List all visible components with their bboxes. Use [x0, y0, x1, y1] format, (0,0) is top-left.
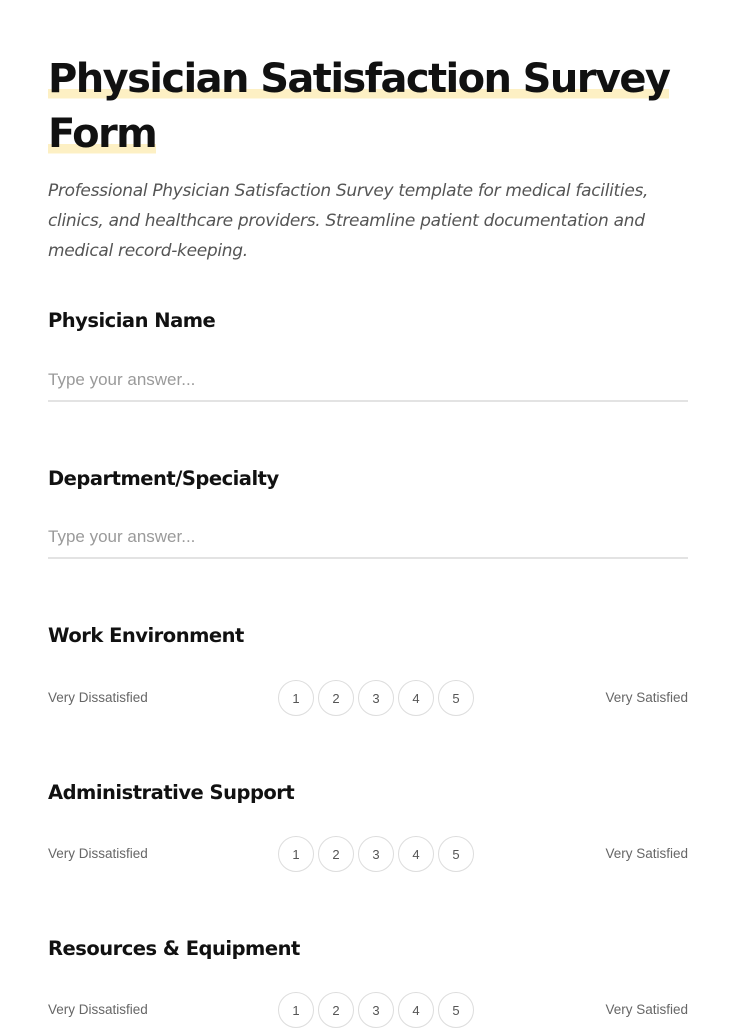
rating-scale — [48, 680, 688, 716]
rating-option-4[interactable]: 4 — [398, 992, 434, 1028]
scale-max-label: Very Satisfied — [605, 846, 688, 861]
scale-max-label: Very Satisfied — [605, 690, 688, 705]
question-label: Work Environment — [48, 624, 244, 647]
rating-options — [278, 836, 474, 872]
scale-max-label: Very Satisfied — [605, 1002, 688, 1017]
rating-option-2[interactable]: 2 — [318, 992, 354, 1028]
rating-option-2[interactable]: 2 — [318, 680, 354, 716]
scale-min-label: Very Dissatisfied — [48, 690, 148, 705]
rating-option-5[interactable]: 5 — [438, 680, 474, 716]
rating-option-4[interactable]: 4 — [398, 836, 434, 872]
rating-option-1[interactable]: 1 — [278, 680, 314, 716]
question-label: Resources & Equipment — [48, 937, 300, 960]
rating-option-3[interactable]: 3 — [358, 680, 394, 716]
question-label: Department/Specialty — [48, 467, 279, 490]
physician-name-input[interactable] — [48, 366, 688, 402]
rating-options — [278, 680, 474, 716]
rating-scale — [48, 992, 688, 1028]
rating-option-5[interactable]: 5 — [438, 836, 474, 872]
question-label: Physician Name — [48, 309, 216, 332]
question-label: Administrative Support — [48, 781, 295, 804]
scale-min-label: Very Dissatisfied — [48, 846, 148, 861]
rating-option-1[interactable]: 1 — [278, 992, 314, 1028]
form-description: Professional Physician Satisfaction Survey template for medical facilities, clinics, and healthcare providers. Streamline patient documentation and medical record-keeping. — [48, 181, 649, 261]
page-title — [48, 52, 688, 162]
page-title-text: Physician Satisfaction Survey Form — [48, 56, 670, 157]
rating-option-5[interactable]: 5 — [438, 992, 474, 1028]
rating-option-2[interactable]: 2 — [318, 836, 354, 872]
rating-option-1[interactable]: 1 — [278, 836, 314, 872]
rating-option-4[interactable]: 4 — [398, 680, 434, 716]
rating-option-3[interactable]: 3 — [358, 992, 394, 1028]
rating-option-3[interactable]: 3 — [358, 836, 394, 872]
rating-scale — [48, 836, 688, 872]
department-specialty-input[interactable] — [48, 523, 688, 559]
scale-min-label: Very Dissatisfied — [48, 1002, 148, 1017]
rating-options — [278, 992, 474, 1028]
